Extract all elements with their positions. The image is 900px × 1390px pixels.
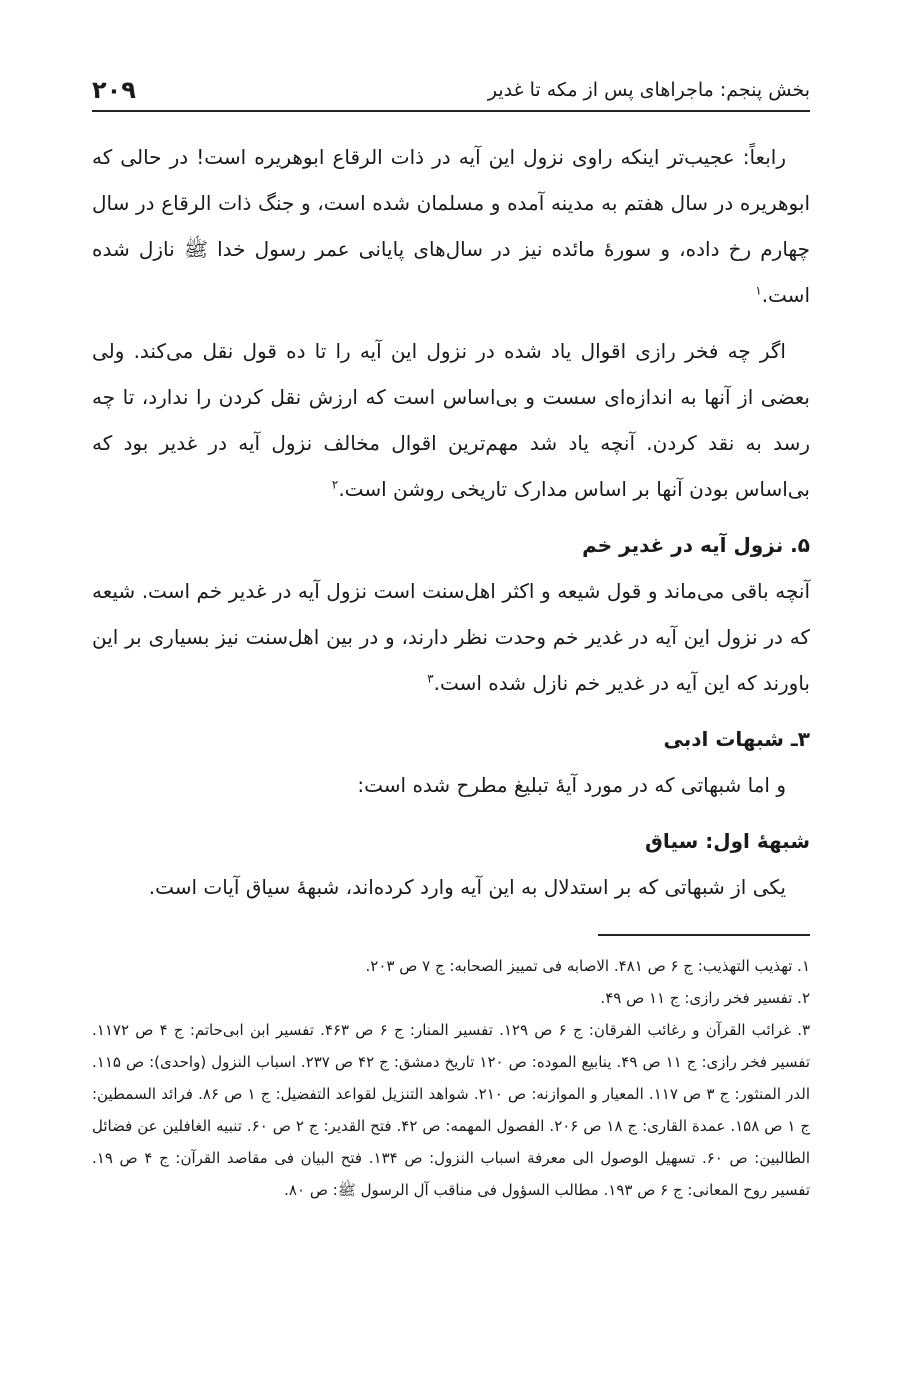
footnote-3: ۳. غرائب القرآن و رغائب الفرقان: ج ۶ ص ۱۲۹. تفسیر المنار: ج ۶ ص ۴۶۳. تفسیر ابن ابی‌حاتم: ج ۴ ص ۱۱۷۲. تفسیر فخر رازی: ج ۱۱ ص ۴۹. ینابیع الموده: ص ۱۲۰ تاریخ دمشق: ج ۴۲ ص ۲۳۷. اسباب النزول (واحدی): ص ۱۱۵. الدر المنثور: ج ۳ ص ۱۱۷. المعیار و الموازنه: ص ۲۱۰. شواهد التنزیل لقواعد التفضیل: ج ۱ ص ۸۶. فرائد السمطین: ج ۱ ص ۱۵۸. عمدة القاری: ج ۱۸ ص ۲۰۶. الفصول المهمه: ص ۴۲. فتح القدیر: ج ۲ ص ۶۰. تنبیه الغافلین عن فضائل الطالبین: ص ۶۰. تسهیل الوصول الی معرفة اسباب النزول: ص ۱۳۴. فتح البیان فی مقاصد القرآن: ج ۴ ص ۱۹. تفسیر روح المعانی: ج ۶ ص ۱۹۳. مطالب السؤول فی مناقب آل الرسول ﷺ: ص ۸۰. xyxy=(92,1021,811,1199)
paragraph-4: و اما شبهاتی که در مورد آیهٔ تبلیغ مطرح شده است: xyxy=(357,773,786,797)
page-number: ۲۰۹ xyxy=(92,76,136,104)
footnote-divider xyxy=(598,934,810,936)
paragraph-3: آنچه باقی می‌ماند و قول شیعه و اکثر اهل‌سنت است نزول آیه در غدیر خم است. شیعه که در نزول این آیه در غدیر خم وحدت نظر دارند، و در بین اهل‌سنت نیز بسیاری بر این باورند که این آیه در غدیر خم نازل شده است.$^۳$ xyxy=(92,579,810,695)
page-header xyxy=(92,70,810,112)
book-page xyxy=(92,70,810,1370)
running-head: بخش پنجم: ماجراهای پس از مکه تا غدیر xyxy=(487,79,810,101)
paragraph-2: اگر چه فخر رازی اقوال یاد شده در نزول این آیه را تا ده قول نقل می‌کند. ولی بعضی از آنها به اندازه‌ای سست و بی‌اساس است که ارزش نقل کردن را ندارد، تا چه رسد به نقد کردن. آنچه یاد شد مهم‌ترین اقوال مخالف نزول آیه در غدیر بود که بی‌اساس بودن آنها بر اساس مدارک تاریخی روشن است.$^۲$ xyxy=(92,339,810,501)
footnote-2: ۲. تفسیر فخر رازی: ج ۱۱ ص ۴۹. xyxy=(600,989,810,1007)
footnote-ref-2[interactable]: ۲ xyxy=(331,477,339,492)
footnote-ref-1[interactable]: ۱ xyxy=(755,283,762,298)
main-text xyxy=(92,134,810,910)
doubt-heading-1: شبههٔ اول: سیاق xyxy=(645,829,810,853)
paragraph-1: رابعاً: عجیب‌تر اینکه راوی نزول این آیه در ذات الرقاع ابوهریره است! در حالی که ابوهریره در سال هفتم به مدینه آمده و مسلمان شده است، و جنگ ذات الرقاع در سال چهارم رخ داده، و سورهٔ مائده نیز در سال‌های پایانی عمر رسول خدا ﷺ نازل شده است.$^۱$ xyxy=(92,145,810,307)
footnote-1: ۱. تهذیب التهذیب: ج ۶ ص ۴۸۱. الاصابه فی تمییز الصحابه: ج ۷ ص ۲۰۳. xyxy=(365,957,810,975)
section-heading-5: ۵. نزول آیه در غدیر خم xyxy=(582,533,810,557)
paragraph-5: یکی از شبهاتی که بر استدلال به این آیه وارد کرده‌اند، شبههٔ سیاق آیات است. xyxy=(148,875,786,899)
footnote-ref-3[interactable]: ۳ xyxy=(427,671,434,686)
section-heading-3: ۳ـ شبهات ادبی xyxy=(663,727,810,751)
footnotes xyxy=(92,950,810,1206)
